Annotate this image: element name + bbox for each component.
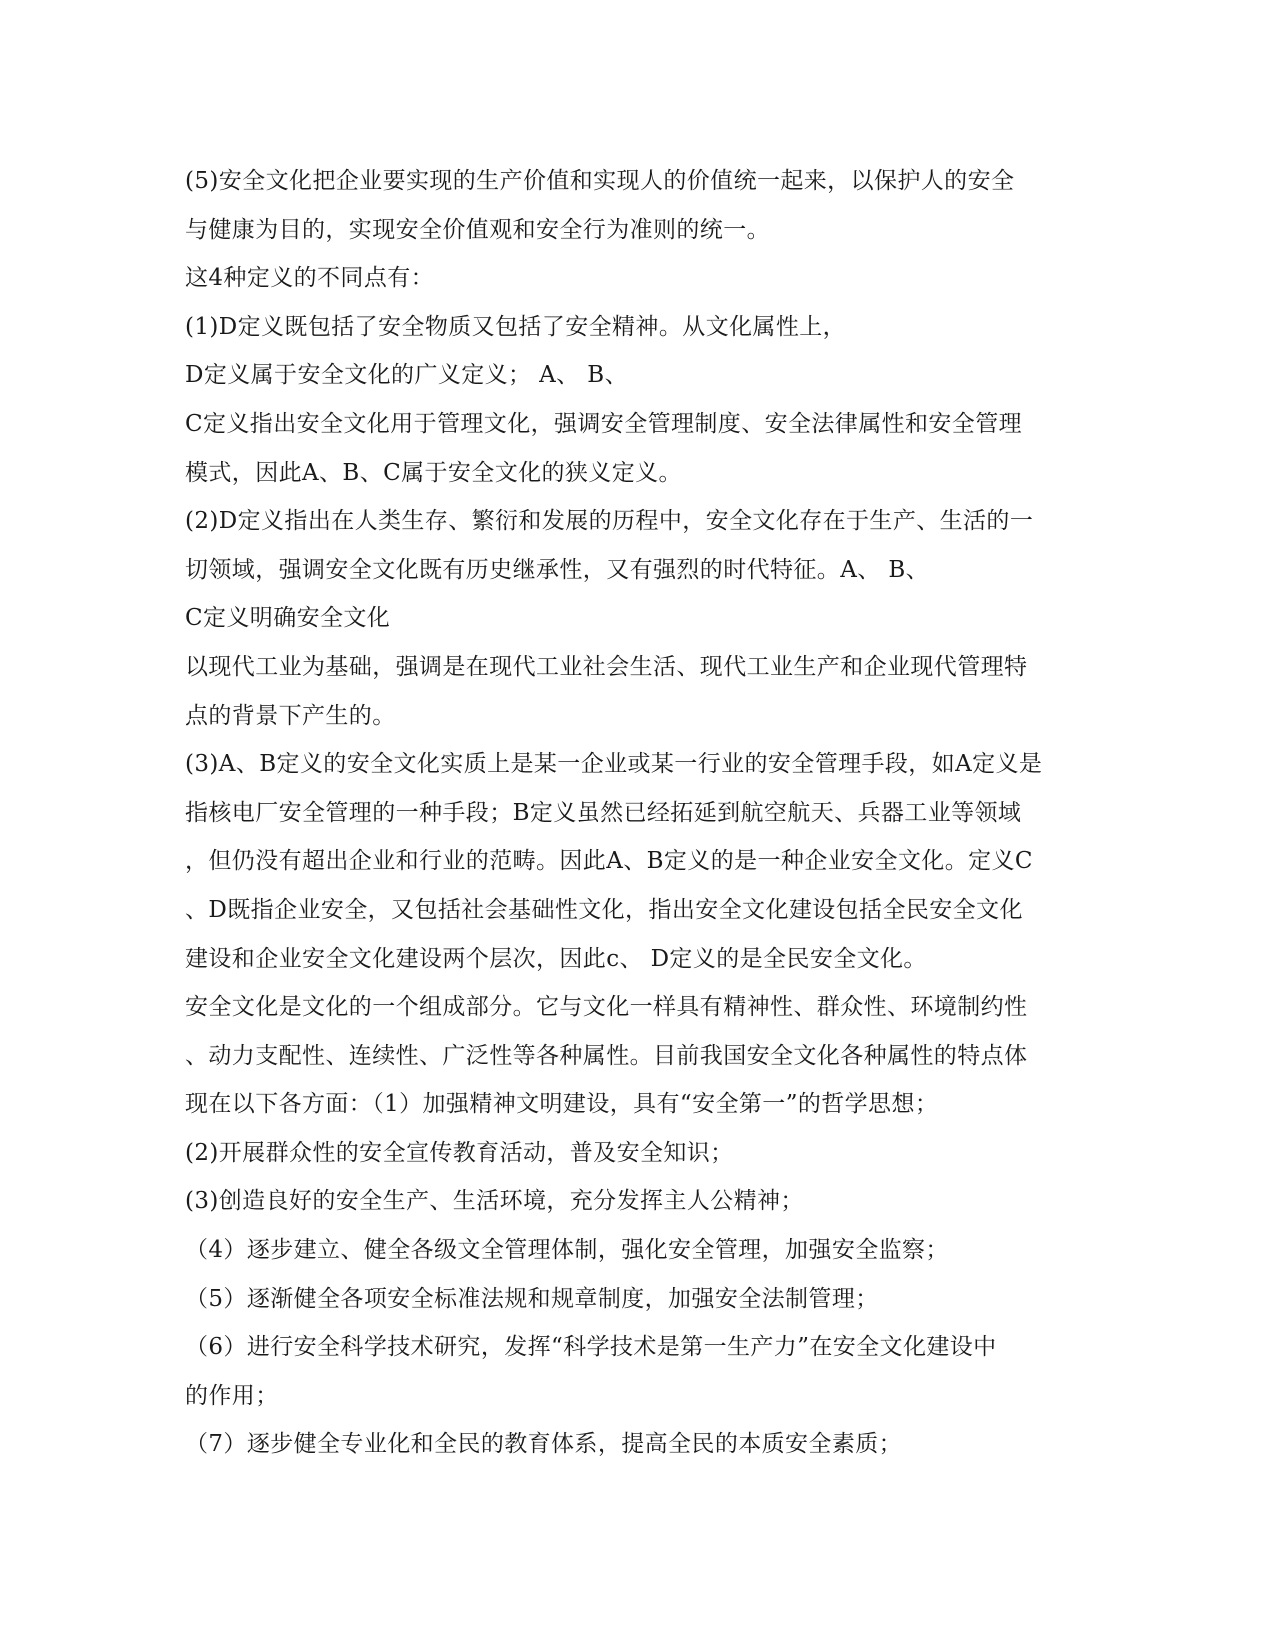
paragraph-line: C定义指出安全文化用于管理文化，强调安全管理制度、安全法律属性和安全管理: [185, 410, 1022, 437]
paragraph-line: 、动力支配性、连续性、广泛性等各种属性。目前我国安全文化各种属性的特点体: [185, 1042, 1028, 1069]
paragraph-line: (3)A、B定义的安全文化实质上是某一企业或某一行业的安全管理手段，如A定义是: [185, 751, 1043, 778]
paragraph-line: (2)开展群众性的安全宣传教育活动，普及安全知识；: [185, 1139, 734, 1166]
paragraph-line: (1)D定义既包括了安全物质又包括了安全精神。从文化属性上，: [185, 313, 847, 340]
paragraph-line: (3)创造良好的安全生产、生活环境，充分发挥主人公精神；: [185, 1188, 804, 1215]
paragraph-line: （7）逐步健全专业化和全民的教育体系，提高全民的本质安全素质；: [185, 1431, 903, 1458]
paragraph-line: （6）进行安全科学技术研究，发挥“科学技术是第一生产力”在安全文化建设中: [185, 1334, 997, 1361]
paragraph-line: 的作用；: [185, 1382, 279, 1409]
paragraph-line: D定义属于安全文化的广义定义； A、 B、: [185, 362, 628, 389]
paragraph-line: （4）逐步建立、健全各级文全管理体制，强化安全管理，加强安全监察；: [185, 1237, 949, 1264]
paragraph-line: 现在以下各方面：（1）加强精神文明建设，具有“安全第一”的哲学思想；: [185, 1091, 939, 1118]
paragraph-line: 、D既指企业安全，又包括社会基础性文化，指出安全文化建设包括全民安全文化: [185, 896, 1023, 923]
document-body: [185, 157, 1085, 1469]
paragraph-line: (5)安全文化把企业要实现的生产价值和实现人的价值统一起来，以保护人的安全: [185, 168, 1015, 194]
paragraph-line: (2)D定义指出在人类生存、繁衍和发展的历程中，安全文化存在于生产、生活的一: [185, 508, 1034, 535]
paragraph-line: 切领域，强调安全文化既有历史继承性，又有强烈的时代特征。A、 B、: [185, 556, 930, 583]
paragraph-line: 安全文化是文化的一个组成部分。它与文化一样具有精神性、群众性、环境制约性: [185, 994, 1028, 1021]
paragraph-line: 与健康为目的，实现安全价值观和安全行为准则的统一。: [185, 216, 770, 243]
paragraph-line: 指核电厂安全管理的一种手段；B定义虽然已经拓延到航空航天、兵器工业等领域: [185, 799, 1022, 826]
paragraph-line: C定义明确安全文化: [185, 605, 391, 632]
paragraph-line: 点的背景下产生的。: [185, 702, 396, 729]
paragraph-line: （5）逐渐健全各项安全标准法规和规章制度，加强安全法制管理；: [185, 1285, 879, 1312]
paragraph-line: 以现代工业为基础，强调是在现代工业社会生活、现代工业生产和企业现代管理特: [185, 653, 1028, 680]
paragraph-line: 建设和企业安全文化建设两个层次，因此c、 D定义的是全民安全文化。: [185, 945, 927, 972]
paragraph-line: 这4种定义的不同点有：: [185, 265, 435, 292]
paragraph-line: 模式，因此A、B、C属于安全文化的狭义定义。: [185, 459, 682, 486]
paragraph-line: ，但仍没有超出企业和行业的范畴。因此A、B定义的是一种企业安全文化。定义C: [185, 848, 1033, 875]
